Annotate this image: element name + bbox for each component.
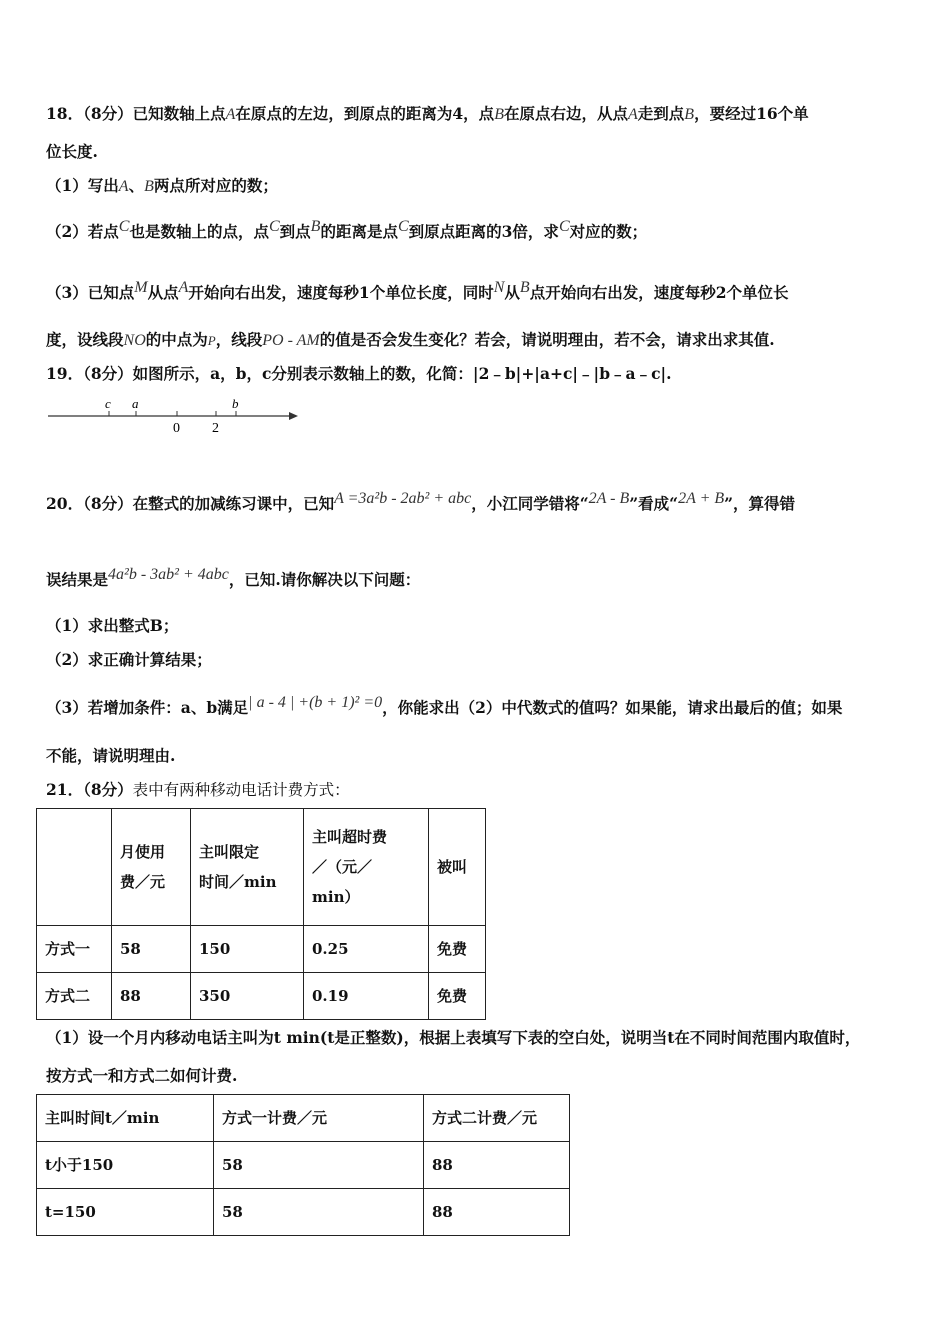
- q20-line6: 不能，请说明理由.: [46, 746, 176, 765]
- label-b: b: [232, 396, 239, 411]
- q18-line1: 18．（8分）已知数轴上点A在原点的左边，到原点的距离为4，点B在原点右边，从点A走到点B，要经过16个单: [46, 104, 809, 123]
- table-cell: 0.25: [304, 926, 429, 973]
- table-cell: 58: [214, 1189, 424, 1236]
- table-cell: 150: [191, 926, 304, 973]
- q18-sub1: （1）写出A、B两点所对应的数；: [46, 176, 278, 195]
- table-cell: 方式一: [37, 926, 112, 973]
- table-cell: 58: [112, 926, 191, 973]
- table-row: [37, 973, 486, 1020]
- table-header: 方式二计费／元: [424, 1095, 570, 1142]
- table-cell: 0.19: [304, 973, 429, 1020]
- table-row: [37, 1142, 570, 1189]
- q18-sub2: （2）若点C也是数轴上的点，点C到点B的距离是点C到原点距离的3倍，求C对应的数；: [46, 218, 648, 241]
- q21-sub1-line2: 按方式一和方式二如何计费.: [46, 1066, 238, 1085]
- q19-text: 19．（8分）如图所示，a，b，c分别表示数轴上的数，化简：|2﹣b|+|a+c|﹣|b﹣a﹣c|.: [46, 364, 672, 383]
- label-two: 2: [212, 421, 219, 436]
- table-cell: 350: [191, 973, 304, 1020]
- q18-line5: 度，设线段NO的中点为P，线段PO - AM的值是否会发生变化？若会，请说明理由，若不会，请求出求其值.: [46, 330, 775, 349]
- table-header: 月使用 费／元: [112, 809, 191, 926]
- table-header: 主叫限定 时间／min: [191, 809, 304, 926]
- q21-title: 21．（8分）表中有两种移动电话计费方式：: [46, 780, 350, 799]
- label-c: c: [105, 396, 111, 411]
- table-cell: 免费: [429, 926, 486, 973]
- table-cell: 方式二: [37, 973, 112, 1020]
- table-cell: t=150: [37, 1189, 214, 1236]
- var-A: A: [225, 106, 236, 123]
- number-line-figure: [46, 392, 306, 438]
- expr-condition: | a - 4 | +(b + 1)² =0: [248, 694, 383, 711]
- q20-sub1: （1）求出整式B；: [46, 616, 179, 635]
- q20-line2: 误结果是4a²b - 3ab² + 4abc，已知.请你解决以下问题：: [46, 566, 421, 589]
- table-cell: 88: [424, 1189, 570, 1236]
- billing-table: [36, 808, 486, 1020]
- q21-sub1-line1: （1）设一个月内移动电话主叫为t min(t是正整数)，根据上表填写下表的空白处，说明当t在不同时间范围内取值时，: [46, 1028, 861, 1047]
- table-row: [37, 926, 486, 973]
- table-row: [37, 1189, 570, 1236]
- q18-sub3: （3）已知点M从点A开始向右出发，速度每秒1个单位长度，同时N从B点开始向右出发，速度每秒2个单位长: [46, 279, 789, 302]
- table-header-row: [37, 1095, 570, 1142]
- table-cell: 58: [214, 1142, 424, 1189]
- fill-in-table: [36, 1094, 570, 1236]
- table-cell: 免费: [429, 973, 486, 1020]
- table-header-row: [37, 809, 486, 926]
- table-header: 主叫时间t／min: [37, 1095, 214, 1142]
- table-cell: 88: [424, 1142, 570, 1189]
- table-cell: t小于150: [37, 1142, 214, 1189]
- table-header: 方式一计费／元: [214, 1095, 424, 1142]
- q20-sub3: （3）若增加条件：a、b满足| a - 4 | +(b + 1)² =0，你能求出（2）中代数式的值吗？如果能，请求出最后的值；如果: [46, 694, 843, 717]
- expr-result: 4a²b - 3ab² + 4abc: [108, 566, 229, 583]
- table-header: 主叫超时费 ／（元／ min）: [304, 809, 429, 926]
- expr-A: A =3a²b - 2ab² + abc: [334, 490, 472, 507]
- arrow-icon: [289, 412, 298, 420]
- label-zero: 0: [173, 421, 180, 436]
- label-a: a: [132, 396, 139, 411]
- table-cell: [37, 809, 112, 926]
- q20-sub2: （2）求正确计算结果；: [46, 650, 212, 669]
- table-cell: 88: [112, 973, 191, 1020]
- var-B: B: [494, 106, 504, 123]
- table-header: 被叫: [429, 809, 486, 926]
- q20-line1: 20．（8分）在整式的加减练习课中，已知A =3a²b - 2ab² + abc，小江同学错将“2A - B”看成“2A + B”，算得错: [46, 490, 796, 513]
- q18-line2: 位长度.: [46, 142, 98, 161]
